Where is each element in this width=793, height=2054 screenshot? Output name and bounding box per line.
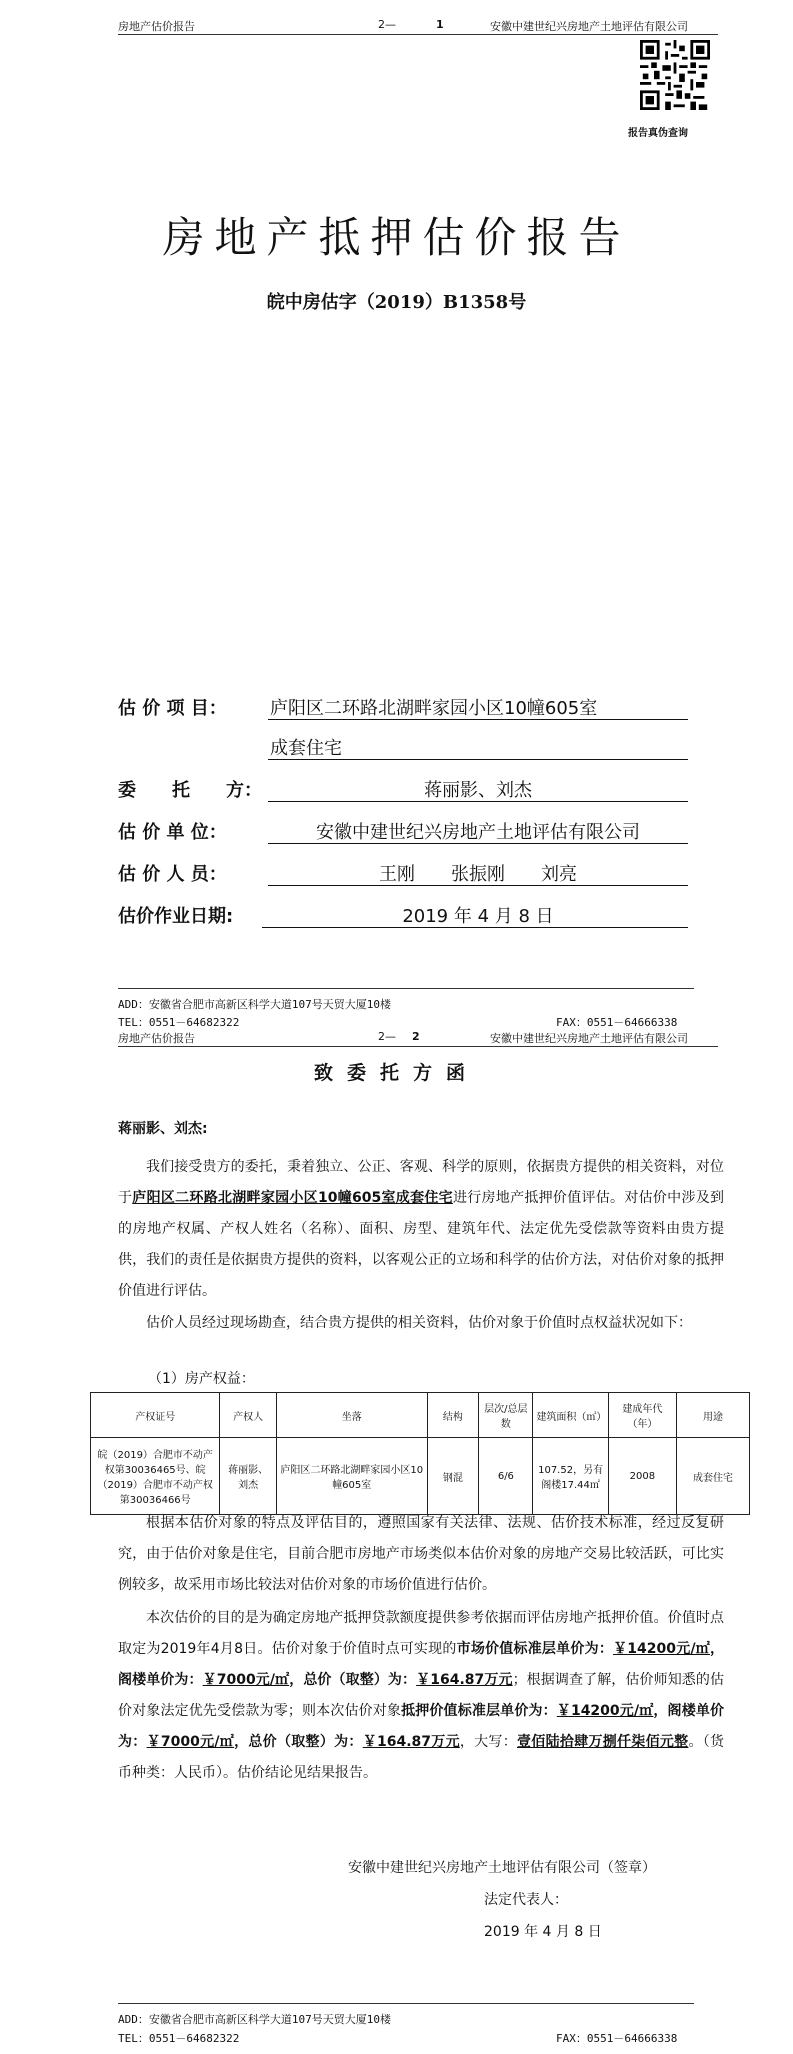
paragraph-4: 根据本估价对象的特点及评估目的，遵照国家有关法律、法规、估价技术标准，经过反复研究，由于估价对象是住宅，目前合肥市房地产市场类似本估价对象的房地产交易比较活跃，可比实例较多，故采用市场比较法对估价对象的市场价值进行估价。 xyxy=(118,1515,724,1593)
client-underline xyxy=(268,801,688,802)
p5-market-label: 市场价值标准层单价为： xyxy=(456,1641,614,1657)
table-header-cell: 用途 xyxy=(677,1393,750,1438)
p5-mortgage-attic-price: ￥7000元/㎡ xyxy=(146,1734,235,1750)
p5-total-label: ，总价（取整）为： xyxy=(289,1672,417,1688)
table-header-cell: 产权人 xyxy=(220,1393,276,1438)
paragraph-5 xyxy=(118,1603,724,1789)
page2-header-page-prefix: 2— xyxy=(378,1030,396,1043)
table-header-cell: 建筑面积（㎡） xyxy=(533,1393,608,1438)
signature-date: 2019 年 4 月 8 日 xyxy=(484,1924,602,1940)
letter-title: 致委托方函 xyxy=(313,1062,479,1084)
para1-text-a: 我们接受贵方的委托，秉着独立、公正、客观、科学的原则，依据贵方提供的相关资料，对位于 xyxy=(118,1159,724,1206)
table-header-cell: 坐落 xyxy=(276,1393,427,1438)
client-value: 蒋丽影、刘杰 xyxy=(424,780,532,801)
p5-text-1: 本次估价的目的是为确定房地产抵押贷款额度提供参考依据而评估房地产抵押价值。价值时点取定为2019年4月8日。估价对象于价值时点可实现的 xyxy=(118,1610,724,1657)
para1-property: 庐阳区二环路北湖畔家园小区10幢605室成套住宅 xyxy=(132,1190,453,1206)
p5-mortgage-label: 抵押价值标准层单价为： xyxy=(401,1703,557,1719)
people-underline xyxy=(268,885,688,886)
p5-market-unit-price: ￥14200元/㎡ xyxy=(613,1641,710,1657)
table-cell: 成套住宅 xyxy=(677,1438,750,1515)
qr-caption: 报告真伪查询 xyxy=(628,128,688,139)
table-header-cell: 层次/总层数 xyxy=(479,1393,533,1438)
table-cell: 钢混 xyxy=(427,1438,479,1515)
page1-header-right: 安徽中建世纪兴房地产土地评估有限公司 xyxy=(490,20,688,33)
unit-value: 安徽中建世纪兴房地产土地评估有限公司 xyxy=(316,822,640,843)
unit-label: 估 价 单 位： xyxy=(118,822,227,843)
date-label: 估价作业日期: xyxy=(118,906,234,927)
table-cell: 蒋丽影、刘杰 xyxy=(220,1438,276,1515)
salutation: 蒋丽影、刘杰: xyxy=(118,1121,208,1137)
p5-total-price: ￥164.87万元 xyxy=(416,1672,513,1688)
table-cell: 6/6 xyxy=(479,1438,533,1515)
page2-footer-address: ADD：安徽省合肥市高新区科学大道107号天贸大厦10楼 xyxy=(118,2013,391,2026)
client-label: 委 托 方： xyxy=(118,780,262,801)
page1-header-page-prefix: 2— xyxy=(378,18,396,31)
table-row xyxy=(91,1438,750,1515)
table-cell: 皖（2019）合肥市不动产权第30036465号、皖（2019）合肥市不动产权第30036466号 xyxy=(91,1438,220,1515)
people-value: 王刚 张振刚 刘亮 xyxy=(379,864,577,885)
report-title: 房地产抵押估价报告 xyxy=(162,213,631,262)
qr-code-icon xyxy=(640,40,710,110)
page2-header-page-num: 2 xyxy=(412,1030,420,1043)
p5-mortgage-unit-price: ￥14200元/㎡ xyxy=(556,1703,654,1719)
page1-footer-rule xyxy=(118,988,694,989)
date-value: 2019 年 4 月 8 日 xyxy=(402,906,554,927)
p5-text-17: 。（货币种类：人民币）。估价结论见结果报告。 xyxy=(118,1734,725,1781)
table-header-cell: 建成年代（年） xyxy=(608,1393,676,1438)
page2-header-left: 房地产估价报告 xyxy=(118,1032,195,1045)
project-underline-1 xyxy=(268,719,688,720)
property-table xyxy=(90,1392,750,1515)
page1-footer-fax: FAX：0551－64666338 xyxy=(556,1016,678,1029)
table-header-cell: 结构 xyxy=(427,1393,479,1438)
project-value-line2: 成套住宅 xyxy=(270,738,342,759)
table-cell: 庐阳区二环路北湖畔家园小区10幢605室 xyxy=(276,1438,427,1515)
paragraph-2: 估价人员经过现场勘查，结合贵方提供的相关资料，估价对象于价值时点权益状况如下： xyxy=(146,1315,692,1331)
page1-header-left: 房地产估价报告 xyxy=(118,20,195,33)
paragraph-1 xyxy=(118,1152,724,1307)
page2-header-right: 安徽中建世纪兴房地产土地评估有限公司 xyxy=(490,1032,688,1045)
page2-footer-rule xyxy=(118,2003,694,2004)
page1-footer-address: ADD：安徽省合肥市高新区科学大道107号天贸大厦10楼 xyxy=(118,998,391,1011)
table-cell: 2008 xyxy=(608,1438,676,1515)
page2-footer-tel: TEL：0551－64682322 xyxy=(118,2032,240,2045)
page1-header-rule xyxy=(118,34,718,35)
people-label: 估 价 人 员： xyxy=(118,864,227,885)
signature-company: 安徽中建世纪兴房地产土地评估有限公司（签章） xyxy=(348,1860,656,1876)
p5-text-8: ；根据调查了解，估价师知悉的估价对象法定优先受偿款为零；则本次估价对象 xyxy=(118,1672,725,1719)
p5-attic-label: ，阁楼单价为： xyxy=(118,1641,724,1688)
project-underline-2 xyxy=(268,759,688,760)
p5-mortgage-total-price: ￥164.87万元 xyxy=(362,1734,460,1750)
page2-footer-fax: FAX：0551－64666338 xyxy=(556,2032,678,2045)
table-header-row xyxy=(91,1393,750,1438)
date-underline xyxy=(262,927,688,928)
p5-text-15: ，大写： xyxy=(459,1734,518,1750)
paragraph-3: （1）房产权益： xyxy=(148,1371,255,1387)
page1-footer-tel: TEL：0551－64682322 xyxy=(118,1016,240,1029)
table-cell: 107.52，另有阁楼17.44㎡ xyxy=(533,1438,608,1515)
project-label: 估 价 项 目： xyxy=(118,698,227,719)
document-number: 皖中房估字（2019）B1358号 xyxy=(266,292,527,313)
p5-attic-price: ￥7000元/㎡ xyxy=(202,1672,290,1688)
p5-mortgage-attic-label: ，阁楼单价为： xyxy=(118,1703,725,1750)
unit-underline xyxy=(268,843,688,844)
page2-header-rule xyxy=(118,1046,718,1047)
p5-mortgage-total-label: ，总价（取整）为： xyxy=(234,1734,363,1750)
signature-representative: 法定代表人： xyxy=(484,1892,568,1908)
table-header-cell: 产权证号 xyxy=(91,1393,220,1438)
page1-header-page-num: 1 xyxy=(436,18,444,31)
project-value-line1: 庐阳区二环路北湖畔家园小区10幢605室 xyxy=(270,698,598,719)
para1-text-c: 进行房地产抵押价值评估。对估价中涉及到的房地产权属、产权人姓名（名称）、面积、房型、建筑年代、法定优先受偿款等资料由贵方提供，我们的责任是依据贵方提供的资料，以客观公正的立场和科学的估价方法，对估价对象的抵押价值进行评估。 xyxy=(118,1190,725,1299)
p5-amount-in-words: 壹佰陆拾肆万捌仟柒佰元整 xyxy=(517,1734,689,1750)
